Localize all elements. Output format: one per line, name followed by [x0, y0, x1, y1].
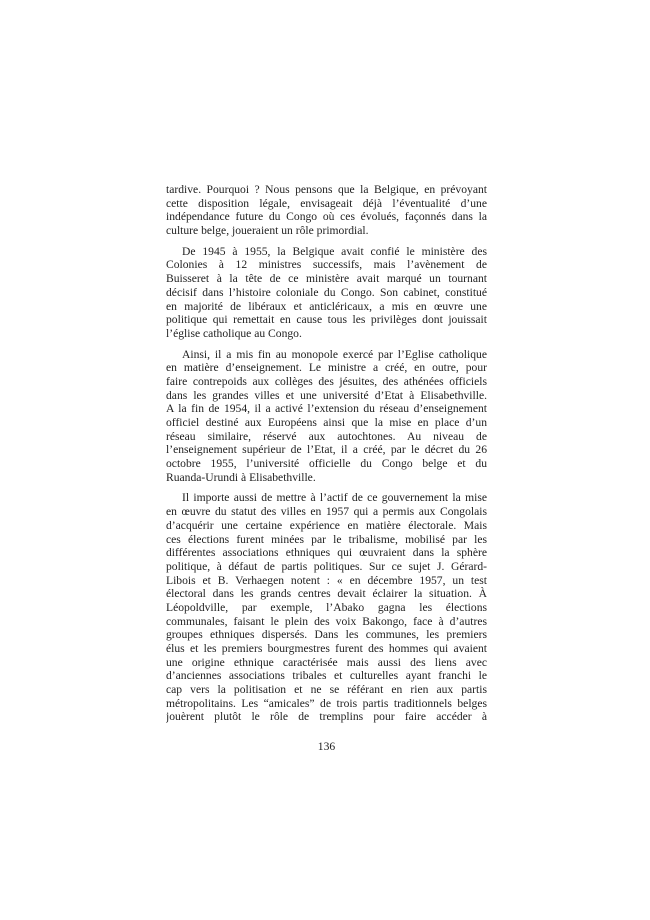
text-line: Léopoldville, par exemple, l’Abako gagna les élections: [166, 600, 487, 614]
text-line: De 1945 à 1955, la Belgique avait confié le ministère des: [182, 244, 487, 258]
text-line: octobre 1955, l’université officielle du Congo belge et du: [166, 457, 487, 471]
text-line: métropolitains. Les “amicales” de trois partis traditionnels belges: [166, 696, 487, 710]
paragraph: [166, 491, 487, 724]
text-line: politique, à défaut de partis politiques. Sur ce sujet J. Gérard-: [166, 559, 487, 573]
text-line: officiel destiné aux Européens ainsi que la mise en place d’un: [166, 416, 487, 429]
text-line: cette disposition légale, envisageait déjà l’éventualité d’une: [166, 196, 487, 210]
text-line: groupes ethniques dispersés. Dans les communes, les premiers: [166, 628, 487, 642]
text-line: une origine ethnique caractérisée mais aussi des liens avec: [166, 655, 487, 669]
text-line: Il importe aussi de mettre à l’actif de ce gouvernement la mise: [182, 491, 487, 505]
text-line: indépendance future du Congo où ces évolués, façonnés dans la: [166, 210, 487, 224]
text-line: élus et les premiers bourgmestres furent des hommes qui avaient: [166, 642, 487, 655]
text-line: politique qui remettait en cause tous les privilèges dont jouissait: [166, 313, 487, 327]
text-line: cap vers la politisation et ne se référant en rien aux partis: [166, 683, 487, 697]
text-line: l’enseignement supérieur de l’Etat, il a créé, par le décret du 26: [166, 443, 487, 457]
text-line: Colonies à 12 ministres successifs, mais l’avènement de: [166, 258, 487, 272]
text-line: Ainsi, il a mis fin au monopole exercé par l’Eglise catholique: [182, 347, 487, 361]
text-line: en matière d’enseignement. Le ministre a créé, en outre, pour: [166, 361, 487, 375]
text-line: d’acquérir une certaine expérience en matière électorale. Mais: [166, 518, 487, 532]
text-line: Buisseret à la tête de ce ministère avait marqué un tournant: [166, 272, 487, 286]
paragraph: [166, 348, 487, 485]
text-line: A la fin de 1954, il a activé l’extension du réseau d’enseignement: [166, 402, 487, 416]
text-line: décisif dans l’histoire coloniale du Congo. Son cabinet, constitué: [166, 285, 487, 299]
page-number: 136: [317, 740, 336, 753]
text-line: réseau similaire, réservé aux autochtones. Au niveau de: [166, 429, 487, 443]
text-line: Ruanda-Urundi à Elisabethville.: [166, 470, 316, 484]
text-line: en œuvre du statut des villes en 1957 qui a permis aux Congolais: [166, 505, 487, 519]
paragraph: [166, 183, 487, 238]
text-line: communales, faisant le plein des voix Bakongo, face à d’autres: [166, 614, 487, 628]
text-line: culture belge, joueraient un rôle primordial.: [166, 224, 369, 238]
text-line: Libois et B. Verhaegen notent : « en décembre 1957, un test: [166, 573, 487, 587]
text-line: électoral dans les grands centres devait éclairer la situation. À: [166, 587, 487, 601]
text-line: l’église catholique au Congo.: [166, 326, 302, 340]
body-text: [166, 183, 487, 724]
text-line: dans les grandes villes et une université d’Etat à Elisabethville.: [166, 388, 487, 402]
text-line: tardive. Pourquoi ? Nous pensons que la Belgique, en prévoyant: [166, 183, 487, 196]
text-line: d’anciennes associations tribales et culturelles ayant franchi le: [166, 669, 487, 683]
text-line: en majorité de libéraux et anticléricaux, a mis en œuvre une: [166, 299, 487, 313]
text-line: ces élections furent minées par le tribalisme, mobilisé par les: [166, 532, 487, 546]
paragraph: [166, 245, 487, 341]
text-line: différentes associations ethniques qui œuvraient dans la sphère: [166, 546, 487, 560]
text-line: jouèrent plutôt le rôle de tremplins pour faire accéder à: [166, 710, 487, 724]
text-line: faire contrepoids aux collèges des jésuites, des athénées officiels: [166, 374, 487, 388]
